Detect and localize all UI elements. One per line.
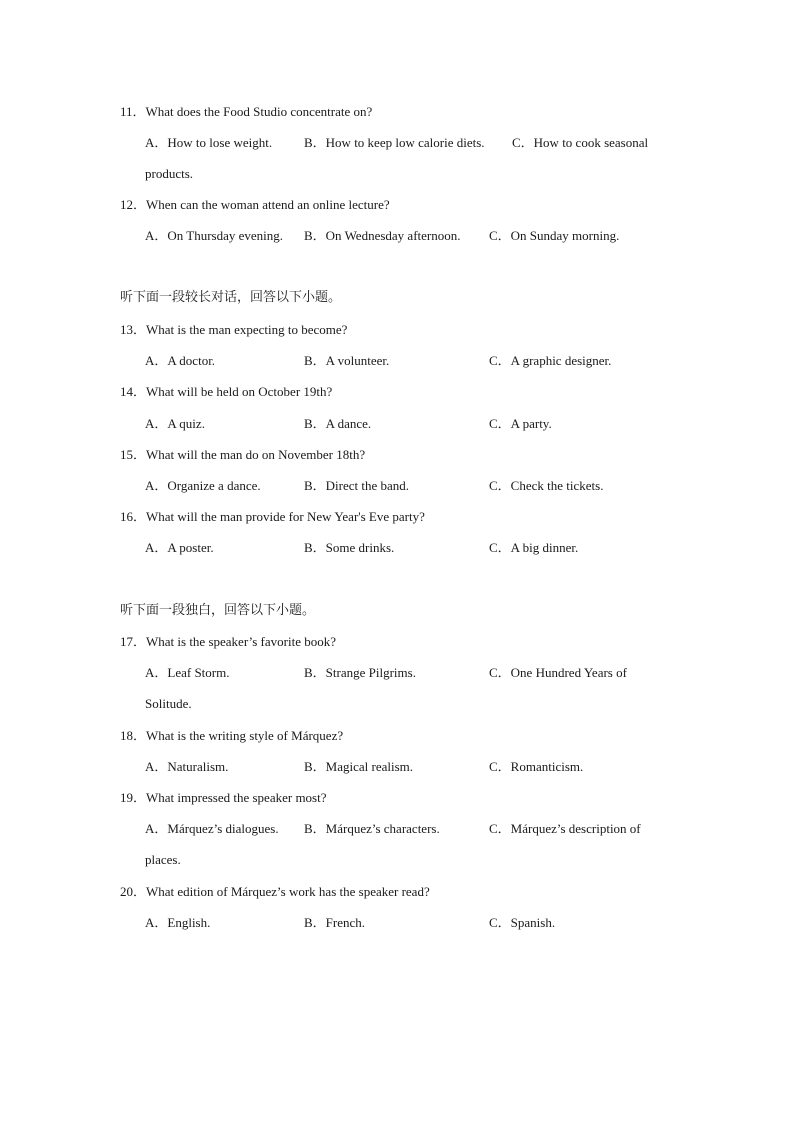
question-19-option-c: C．Márquez’s description of (489, 821, 641, 836)
question-12-option-a: A．On Thursday evening. (145, 228, 284, 243)
question-13-option-a: A．A doctor. (145, 353, 216, 368)
question-16-option-a: A．A poster. (145, 540, 214, 555)
section-heading-monologue: 听下面一段独白，回答以下小题。 (120, 603, 316, 618)
question-16-option-c: C．A big dinner. (489, 540, 579, 555)
question-11-option-b: B．How to keep low calorie diets. (304, 135, 485, 150)
question-11-option-a: A．How to lose weight. (145, 135, 273, 150)
question-20-stem: 20．What edition of Márquez’s work has the speaker read? (120, 884, 430, 899)
question-17-option-c: C．One Hundred Years of (489, 665, 627, 680)
question-20-option-b: B．French. (304, 915, 366, 930)
question-19-option-a: A．Márquez’s dialogues. (145, 821, 279, 836)
question-13-option-b: B．A volunteer. (304, 353, 390, 368)
question-17-option-b: B．Strange Pilgrims. (304, 665, 416, 680)
question-17-option-c-continued: Solitude. (145, 696, 192, 711)
question-20-option-c: C．Spanish. (489, 915, 556, 930)
question-11-option-c-continued: products. (145, 166, 194, 181)
question-18-stem: 18．What is the writing style of Márquez? (120, 728, 344, 743)
question-12-stem: 12．When can the woman attend an online lecture? (120, 197, 390, 212)
section-heading-long-dialogue: 听下面一段较长对话，回答以下小题。 (120, 290, 342, 305)
question-12-option-c: C．On Sunday morning. (489, 228, 620, 243)
question-14-stem: 14．What will be held on October 19th? (120, 384, 333, 399)
question-18-option-c: C．Romanticism. (489, 759, 584, 774)
question-18-option-a: A．Naturalism. (145, 759, 229, 774)
question-17-stem: 17．What is the speaker’s favorite book? (120, 634, 336, 649)
question-15-stem: 15．What will the man do on November 18th? (120, 447, 366, 462)
question-12-option-b: B．On Wednesday afternoon. (304, 228, 461, 243)
question-19-stem: 19．What impressed the speaker most? (120, 790, 327, 805)
question-15-option-c: C．Check the tickets. (489, 478, 604, 493)
question-17-option-a: A．Leaf Storm. (145, 665, 230, 680)
question-19-option-c-continued: places. (145, 852, 181, 867)
question-11-stem: 11．What does the Food Studio concentrate on? (120, 104, 373, 119)
question-16-option-b: B．Some drinks. (304, 540, 395, 555)
question-20-option-a: A．English. (145, 915, 211, 930)
question-13-option-c: C．A graphic designer. (489, 353, 612, 368)
question-15-option-a: A．Organize a dance. (145, 478, 261, 493)
question-15-option-b: B．Direct the band. (304, 478, 410, 493)
question-14-option-a: A．A quiz. (145, 416, 205, 431)
question-13-stem: 13．What is the man expecting to become? (120, 322, 348, 337)
question-11-option-c: C．How to cook seasonal (512, 135, 649, 150)
question-14-option-b: B．A dance. (304, 416, 372, 431)
question-16-stem: 16．What will the man provide for New Year's Eve party? (120, 509, 425, 524)
question-18-option-b: B．Magical realism. (304, 759, 414, 774)
question-19-option-b: B．Márquez’s characters. (304, 821, 440, 836)
question-14-option-c: C．A party. (489, 416, 552, 431)
